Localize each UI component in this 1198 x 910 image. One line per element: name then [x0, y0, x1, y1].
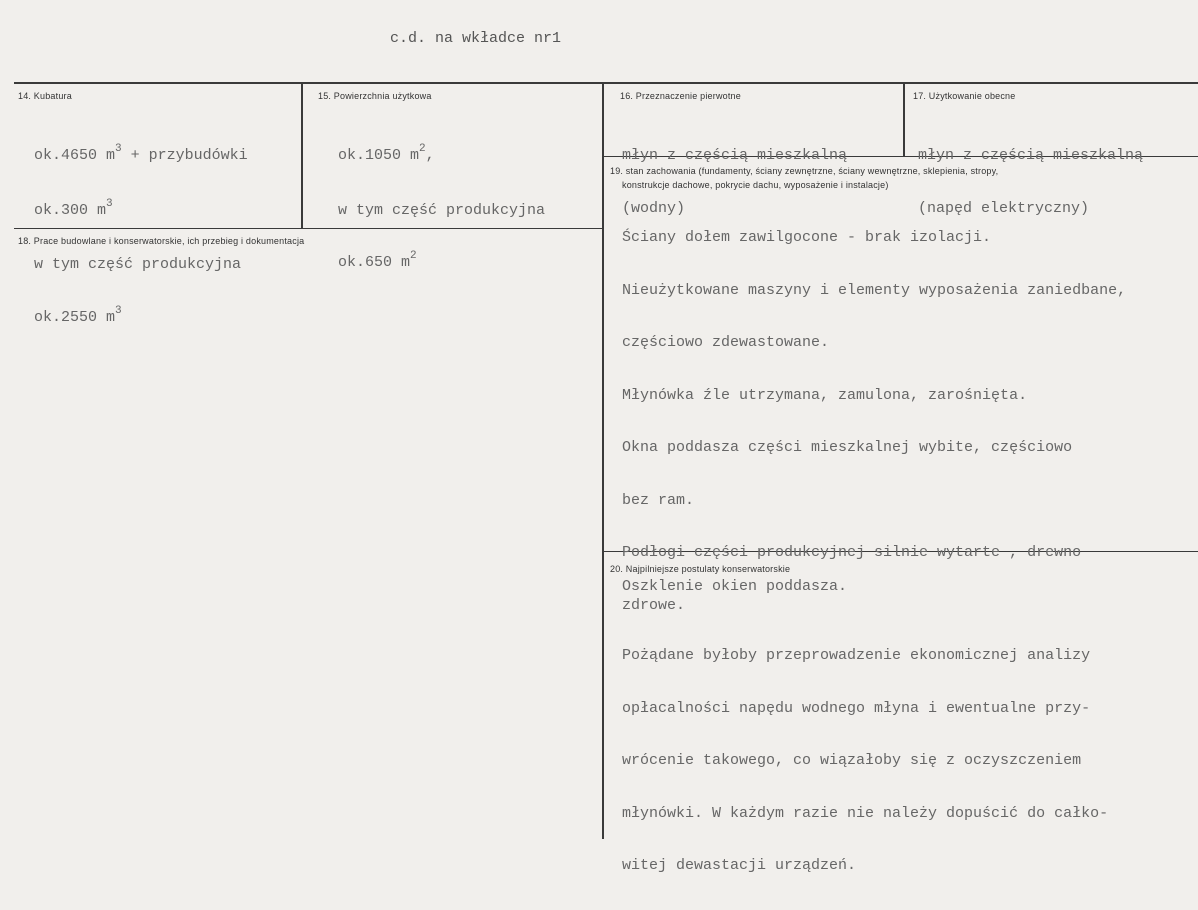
field-14-label: 14. Kubatura	[18, 91, 72, 101]
field-14-value: ok.4650 $m^3$ + przybudówki ok.300 $m^3$ w tym część produkcyjna ok.2550 $m^3$	[34, 143, 248, 326]
field-20-value: Pożądane byłoby przeprowadzenie ekonomicznej analizy opłacalności napędu wodnego młyna i ewentualne przy- wrócenie takowego, co wiązałoby się z oczyszczeniem młynówki. W każdym razie nie należy dopuścić do całko- witej dewastacji urządzeń.	[622, 647, 1109, 874]
field-16-label: 16. Przeznaczenie pierwotne	[620, 91, 741, 101]
field-20-label: 20. Najpilniejsze postulaty konserwatorskie	[610, 564, 791, 574]
field-20-first-line: Oszklenie okien poddasza.	[622, 578, 848, 595]
field-17-value: młyn z częścią mieszkalną (napęd elektryczny)	[918, 147, 1144, 217]
field-17-label: 17. Użytkowanie obecne	[913, 91, 1016, 101]
field-15-value: ok.1050 $m^2$, w tym część produkcyjna ok.650 $m^2$	[338, 143, 546, 271]
field-16-value: młyn z częścią mieszkalną (wodny)	[622, 147, 848, 217]
divider-14-15	[301, 84, 303, 229]
field-19-label-line2: konstrukcje dachowe, pokrycie dachu, wyposażenie i instalacje)	[622, 180, 889, 190]
field-15-label: 15. Powierzchnia użytkowa	[318, 91, 432, 101]
field-19-value: Ściany dołem zawilgocone - brak izolacji. Nieużytkowane maszyny i elementy wyposażenia zaniedbane, częściowo zdewastowane. Młynówka źle utrzymana, zamulona, zarośnięta. Okna poddasza części mieszkalnej wybite, częściowo bez ram. Podłogi części produkcyjnej silnie wytarte , drewno zdrowe.	[622, 229, 1127, 614]
divider-16-17	[903, 84, 905, 157]
main-divider	[602, 84, 604, 839]
top-rule	[14, 82, 1198, 84]
field-19-label-line1: 19. stan zachowania (fundamenty, ściany zewnętrzne, ściany wewnętrzne, sklepienia, stropy,	[610, 166, 999, 176]
continuation-note: c.d. na wkładce nr1	[390, 30, 562, 47]
field-18-label: 18. Prace budowlane i konserwatorskie, ich przebieg i dokumentacja	[18, 236, 305, 246]
